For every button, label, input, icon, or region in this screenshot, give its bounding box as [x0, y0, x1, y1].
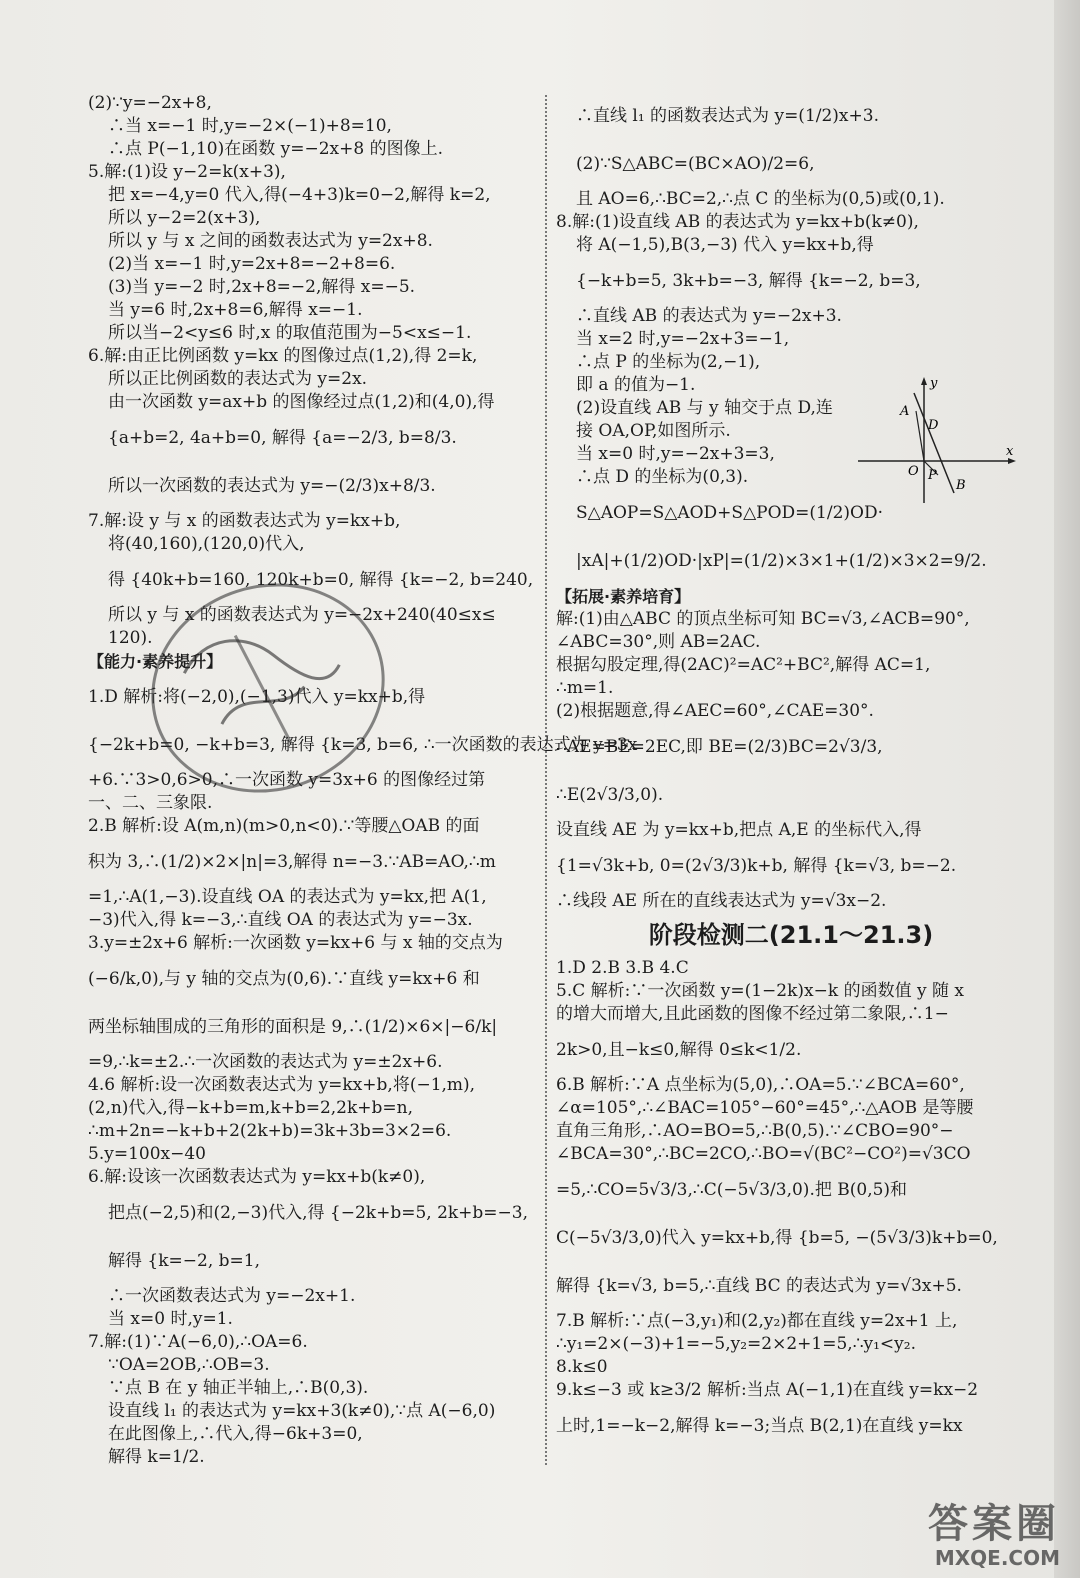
left-column-line: 所以正比例函数的表达式为 y=2x. [108, 369, 368, 389]
right-column-line: ∴线段 AE 所在的直线表达式为 y=√3x−2. [556, 891, 887, 911]
left-column-line: 两坐标轴围成的三角形的面积是 9,∴(1/2)×6×|−6/k| [88, 1017, 498, 1037]
label-b: B [956, 478, 966, 493]
left-column-line: 一、二、三象限. [88, 793, 213, 813]
left-column-line: (−6/k,0),与 y 轴的交点为(0,6).∵直线 y=kx+6 和 [88, 969, 480, 989]
left-column-line: 所以 y−2=2(x+3), [108, 208, 261, 228]
right-column-line: =5,∴CO=5√3/3,∴C(−5√3/3,0).把 B(0,5)和 [556, 1180, 908, 1200]
left-column-line: (2,n)代入,得−k+b=m,k+b=2,2k+b=n, [88, 1098, 414, 1118]
left-column-line: 6.解:由正比例函数 y=kx 的图像过点(1,2),得 2=k, [88, 346, 478, 366]
right-column-line: 8.解:(1)设直线 AB 的表达式为 y=kx+b(k≠0), [556, 212, 919, 232]
left-column-line: ∴点 P(−1,10)在函数 y=−2x+8 的图像上. [108, 139, 443, 159]
right-column-line: 根据勾股定理,得(2AC)²=AC²+BC²,解得 AC=1, [556, 655, 931, 675]
column-divider [545, 95, 548, 1465]
right-column-line: 将 A(−1,5),B(3,−3) 代入 y=kx+b,得 [576, 235, 874, 255]
right-column-line: ∴点 D 的坐标为(0,3). [576, 467, 749, 487]
right-column-line: ∴m=1. [556, 678, 614, 698]
right-column-line: ∴E(2√3/3,0). [556, 785, 664, 805]
right-column-line: {1=√3k+b, 0=(2√3/3)k+b, 解得 {k=√3, b=−2. [556, 856, 957, 876]
left-column-line: 积为 3,∴(1/2)×2×|n|=3,解得 n=−3.∵AB=AO,∴m [88, 852, 496, 872]
label-x: x [1006, 444, 1014, 459]
left-column-line: (2)∵y=−2x+8, [88, 93, 212, 113]
right-column-line: 解:(1)由△ABC 的顶点坐标可知 BC=√3,∠ACB=90°, [556, 609, 970, 629]
right-column-line: |xA|+(1/2)OD·|xP|=(1/2)×3×1+(1/2)×3×2=9/2. [576, 551, 987, 571]
left-column-line: 所以一次函数的表达式为 y=−(2/3)x+8/3. [108, 476, 436, 496]
right-column-line: ∠BCA=30°,∴BC=2CO,∴BO=√(BC²−CO²)=√3CO [556, 1144, 971, 1164]
left-column-line: 1.D 解析:将(−2,0),(−1,3)代入 y=kx+b,得 [88, 687, 426, 707]
left-column-line: =9,∴k=±2.∴一次函数的表达式为 y=±2x+6. [88, 1052, 443, 1072]
left-column-line: 所以当−2<y≤6 时,x 的取值范围为−5<x≤−1. [108, 323, 472, 343]
y-axis-arrow [921, 377, 927, 385]
right-column-line: ∴点 P 的坐标为(2,−1), [576, 352, 761, 372]
left-column-line: (3)当 y=−2 时,2x+8=−2,解得 x=−5. [108, 277, 416, 297]
label-o: O [908, 464, 919, 479]
page-edge-shadow [1054, 0, 1080, 1578]
right-column-line: (2)设直线 AB 与 y 轴交于点 D,连 [576, 398, 833, 418]
left-column-line: 所以 y 与 x 之间的函数表达式为 y=2x+8. [108, 231, 433, 251]
left-column-line: 6.解:设该一次函数表达式为 y=kx+b(k≠0), [88, 1167, 426, 1187]
right-column-line: 当 x=0 时,y=−2x+3=3, [576, 444, 775, 464]
left-column-line: 把 x=−4,y=0 代入,得(−4+3)k=0−2,解得 k=2, [108, 185, 491, 205]
left-column-line: ∴一次函数表达式为 y=−2x+1. [108, 1286, 356, 1306]
label-a: A [900, 404, 910, 419]
left-column-line: 当 x=0 时,y=1. [108, 1309, 233, 1329]
coordinate-figure [858, 375, 1018, 505]
left-column-line: −3)代入,得 k=−3,∴直线 OA 的表达式为 y=−3x. [88, 910, 473, 930]
left-column-line: 得 {40k+b=160, 120k+b=0, 解得 {k=−2, b=240, [108, 570, 534, 590]
right-column-line: 解得 {k=√3, b=5,∴直线 BC 的表达式为 y=√3x+5. [556, 1276, 962, 1296]
left-column-line: 把点(−2,5)和(2,−3)代入,得 {−2k+b=5, 2k+b=−3, [108, 1203, 529, 1223]
right-column-line: 2k>0,且−k≤0,解得 0≤k<1/2. [556, 1040, 802, 1060]
left-column-line: ∴m+2n=−k+b+2(2k+b)=3k+3b=3×2=6. [88, 1121, 452, 1141]
right-column-line: 即 a 的值为−1. [576, 375, 696, 395]
left-column-line: {a+b=2, 4a+b=0, 解得 {a=−2/3, b=8/3. [108, 428, 457, 448]
right-column-line: (2)根据题意,得∠AEC=60°,∠CAE=30°. [556, 701, 874, 721]
right-column-line: 且 AO=6,∴BC=2,∴点 C 的坐标为(0,5)或(0,1). [576, 189, 945, 209]
left-column-line: 3.y=±2x+6 解析:一次函数 y=kx+6 与 x 轴的交点为 [88, 933, 503, 953]
right-column-line: 1.D 2.B 3.B 4.C [556, 958, 689, 978]
left-column-line: 5.y=100x−40 [88, 1144, 206, 1164]
right-column-line: 6.B 解析:∵A 点坐标为(5,0),∴OA=5.∵∠BCA=60°, [556, 1075, 965, 1095]
left-column-line: 【能力·素养提升】 [88, 652, 223, 671]
left-column-line: =1,∴A(1,−3).设直线 OA 的表达式为 y=kx,把 A(1, [88, 887, 487, 907]
left-column-line: 5.解:(1)设 y−2=k(x+3), [88, 162, 286, 182]
site-watermark [890, 1502, 1060, 1572]
left-column-line: 将(40,160),(120,0)代入, [108, 534, 305, 554]
label-y: y [930, 376, 938, 391]
left-column-line: ∵点 B 在 y 轴正半轴上,∴B(0,3). [108, 1378, 369, 1398]
right-column-line: 7.B 解析:∵点(−3,y₁)和(2,y₂)都在直线 y=2x+1 上, [556, 1311, 958, 1331]
left-column-line: (2)当 x=−1 时,y=2x+8=−2+8=6. [108, 254, 396, 274]
left-column-line: 2.B 解析:设 A(m,n)(m>0,n<0).∵等腰△OAB 的面 [88, 816, 480, 836]
left-column-line: 所以 y 与 x 的函数表达式为 y=−2x+240(40≤x≤ [108, 605, 496, 625]
right-column-line: ∠α=105°,∴∠BAC=105°−60°=45°,∴△AOB 是等腰 [556, 1098, 974, 1118]
right-column-line: 直角三角形,∴AO=BO=5,∴B(0,5).∵∠CBO=90°− [556, 1121, 954, 1141]
right-column-line: {−k+b=5, 3k+b=−3, 解得 {k=−2, b=3, [576, 271, 921, 291]
right-column-line: 设直线 AE 为 y=kx+b,把点 A,E 的坐标代入,得 [556, 820, 922, 840]
left-column-line: ∵OA=2OB,∴OB=3. [108, 1355, 270, 1375]
right-column-line: 9.k≤−3 或 k≥3/2 解析:当点 A(−1,1)在直线 y=kx−2 [556, 1380, 979, 1400]
right-column-line: ∴直线 l₁ 的函数表达式为 y=(1/2)x+3. [576, 106, 879, 126]
right-column-line: 的增大而增大,且此函数的图像不经过第二象限,∴1− [556, 1004, 949, 1024]
right-column-line: 接 OA,OP,如图所示. [576, 421, 731, 441]
left-column-line: {−2k+b=0, −k+b=3, 解得 {k=3, b=6, ∴一次函数的表达式为 y=3x [88, 735, 638, 755]
right-column-line: 当 x=2 时,y=−2x+3=−1, [576, 329, 790, 349]
left-column-line: 120). [108, 628, 153, 648]
left-column-line: 7.解:(1)∵A(−6,0),∴OA=6. [88, 1332, 308, 1352]
left-column-line: 在此图像上,∴代入,得−6k+3=0, [108, 1424, 363, 1444]
right-column-line: ∴y₁=2×(−3)+1=−5,y₂=2×2+1=5,∴y₁<y₂. [556, 1334, 916, 1354]
right-column-line: (2)∵S△ABC=(BC×AO)/2=6, [576, 154, 815, 174]
left-column-line: 解得 k=1/2. [108, 1447, 205, 1467]
left-column-line: ∴当 x=−1 时,y=−2×(−1)+8=10, [108, 116, 392, 136]
left-column-line: 4.6 解析:设一次函数表达式为 y=kx+b,将(−1,m), [88, 1075, 476, 1095]
right-column-line: 5.C 解析:∵一次函数 y=(1−2k)x−k 的函数值 y 随 x [556, 981, 964, 1001]
label-p: P [928, 468, 937, 483]
left-column-line: 设直线 l₁ 的表达式为 y=kx+3(k≠0),∵点 A(−6,0) [108, 1401, 496, 1421]
right-column-line: S△AOP=S△AOD+S△POD=(1/2)OD· [576, 503, 883, 523]
left-column-line: 7.解:设 y 与 x 的函数表达式为 y=kx+b, [88, 511, 401, 531]
right-column-line: C(−5√3/3,0)代入 y=kx+b,得 {b=5, −(5√3/3)k+b=0, [556, 1228, 998, 1248]
right-column-line: 阶段检测二(21.1～21.3) [648, 921, 934, 949]
right-column-line: ∴AE=BE=2EC,即 BE=(2/3)BC=2√3/3, [556, 737, 883, 757]
right-column-line: 8.k≤0 [556, 1357, 608, 1377]
right-column-line: 上时,1=−k−2,解得 k=−3;当点 B(2,1)在直线 y=kx [556, 1416, 963, 1436]
segment-oa [916, 411, 924, 461]
watermark-url: MXQE.COM [934, 1546, 1060, 1570]
right-column-line: 【拓展·素养培育】 [556, 587, 691, 606]
right-column [556, 92, 1026, 1450]
right-column-line: ∴直线 AB 的表达式为 y=−2x+3. [576, 306, 842, 326]
left-column-line: +6.∵3>0,6>0,∴一次函数 y=3x+6 的图像经过第 [88, 770, 486, 790]
right-column-line: ∠ABC=30°,则 AB=2AC. [556, 632, 761, 652]
left-column-line: 解得 {k=−2, b=1, [108, 1251, 260, 1271]
left-column-line: 由一次函数 y=ax+b 的图像经过点(1,2)和(4,0),得 [108, 392, 495, 412]
left-column-line: 当 y=6 时,2x+8=6,解得 x=−1. [108, 300, 363, 320]
label-d: D [928, 418, 939, 433]
watermark-title: 答案圈 [928, 1501, 1060, 1547]
